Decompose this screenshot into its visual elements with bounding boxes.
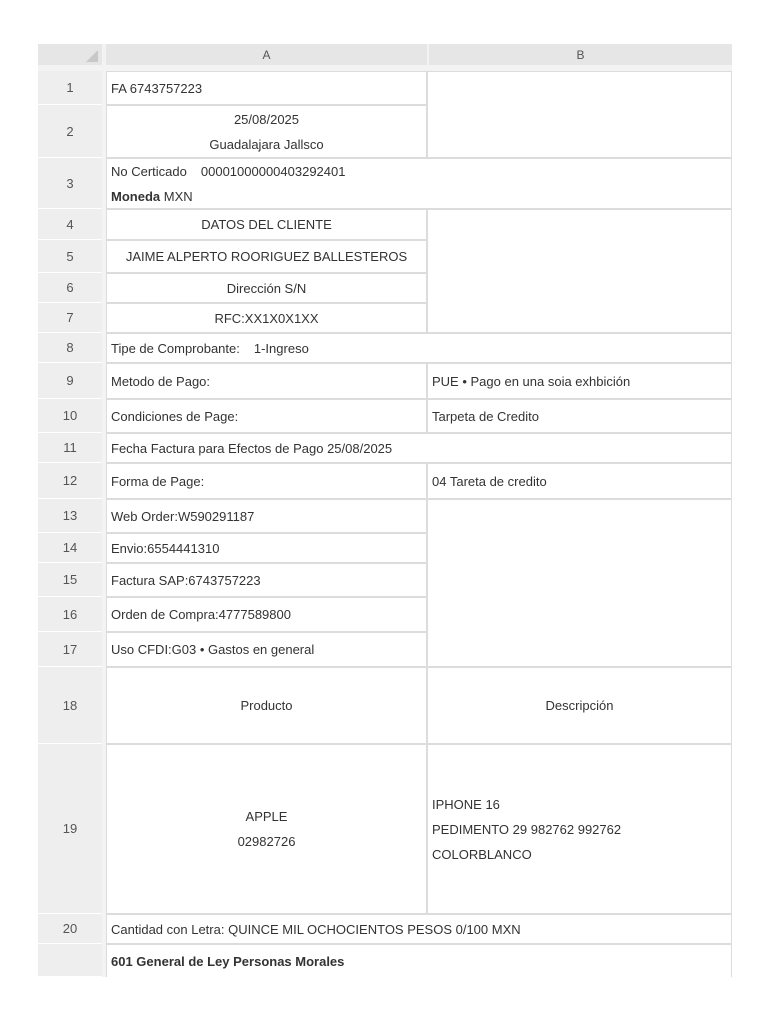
description-color: COLORBLANCO <box>432 846 532 862</box>
cell-a5[interactable]: JAIME ALPERTO ROORIGUEZ BALLESTEROS <box>106 240 427 273</box>
row-header-1[interactable]: 1 <box>38 71 102 105</box>
cell-a20[interactable]: Cantidad con Letra: QUINCE MIL OCHOCIENTOS PESOS 0/100 MXN <box>106 914 732 944</box>
cert-label: No Certicado <box>111 163 187 179</box>
cell-a8[interactable] <box>106 333 732 363</box>
row-header-6[interactable]: 6 <box>38 273 102 303</box>
cell-a10[interactable]: Condiciones de Page: <box>106 399 427 433</box>
cell-a18[interactable]: Producto <box>106 667 427 744</box>
cell-b4-b7[interactable] <box>427 209 732 333</box>
currency-value: MXN <box>163 188 193 204</box>
cell-b18[interactable]: Descripción <box>427 667 732 744</box>
cell-b9[interactable]: PUE • Pago en una soia exhbición <box>427 363 732 399</box>
row-header-5[interactable]: 5 <box>38 240 102 273</box>
comprobante-value: 1-Ingreso <box>253 340 309 356</box>
cell-b13-b17[interactable] <box>427 499 732 667</box>
product-code: 02982726 <box>237 834 296 849</box>
row-header-4[interactable]: 4 <box>38 209 102 240</box>
cell-b10[interactable]: Tarpeta de Credito <box>427 399 732 433</box>
invoice-date: 25/08/2025 <box>233 111 300 127</box>
row-header-8[interactable]: 8 <box>38 333 102 363</box>
cell-a3[interactable] <box>106 158 732 209</box>
row-header-21[interactable] <box>38 944 102 977</box>
cell-a14[interactable]: Envio:6554441310 <box>106 533 427 563</box>
column-header-b[interactable]: B <box>429 44 732 65</box>
row-header-3[interactable]: 3 <box>38 158 102 209</box>
cell-a6[interactable]: Dirección S/N <box>106 273 427 303</box>
cell-b12[interactable]: 04 Tareta de credito <box>427 463 732 499</box>
column-header-a[interactable]: A <box>106 44 427 65</box>
row-header-13[interactable]: 13 <box>38 499 102 533</box>
cell-a21[interactable]: 601 General de Ley Personas Morales <box>106 944 732 977</box>
product-brand: APPLE <box>245 809 288 824</box>
row-header-20[interactable]: 20 <box>38 914 102 944</box>
cell-a12[interactable]: Forma de Page: <box>106 463 427 499</box>
row-header-15[interactable]: 15 <box>38 563 102 597</box>
invoice-place: Guadalajara Jallsco <box>209 136 324 152</box>
spreadsheet <box>38 44 732 977</box>
cell-a17[interactable]: Uso CFDI:G03 • Gastos en general <box>106 632 427 667</box>
cell-a13[interactable]: Web Order:W590291187 <box>106 499 427 533</box>
cell-a16[interactable]: Orden de Compra:4777589800 <box>106 597 427 632</box>
row-header-7[interactable]: 7 <box>38 303 102 333</box>
cell-a19[interactable] <box>106 744 427 914</box>
row-header-16[interactable]: 16 <box>38 597 102 632</box>
cell-a7[interactable]: RFC:XX1X0X1XX <box>106 303 427 333</box>
select-all-corner[interactable] <box>38 44 102 65</box>
comprobante-label: Tipe de Comprobante: <box>111 340 240 356</box>
cell-a2[interactable] <box>106 105 427 158</box>
row-header-11[interactable]: 11 <box>38 433 102 463</box>
cell-a4[interactable]: DATOS DEL CLIENTE <box>106 209 427 240</box>
cell-a11[interactable]: Fecha Factura para Efectos de Pago 25/08/2025 <box>106 433 732 463</box>
row-header-9[interactable]: 9 <box>38 363 102 399</box>
description-pedimento: PEDIMENTO 29 982762 992762 <box>432 821 622 837</box>
cell-a9[interactable]: Metodo de Pago: <box>106 363 427 399</box>
row-header-17[interactable]: 17 <box>38 632 102 667</box>
description-model: IPHONE 16 <box>432 796 500 812</box>
row-header-2[interactable]: 2 <box>38 105 102 158</box>
cell-a1[interactable]: FA 6743757223 <box>106 71 427 105</box>
cell-b1-b2[interactable] <box>427 71 732 158</box>
row-header-14[interactable]: 14 <box>38 533 102 563</box>
row-header-19[interactable]: 19 <box>38 744 102 914</box>
cert-value: 00001000000403292401 <box>200 163 346 179</box>
cell-a15[interactable]: Factura SAP:6743757223 <box>106 563 427 597</box>
cell-b19[interactable] <box>427 744 732 914</box>
corner-triangle-icon <box>86 50 98 62</box>
row-header-18[interactable]: 18 <box>38 667 102 744</box>
row-header-12[interactable]: 12 <box>38 463 102 499</box>
currency-label: Moneda <box>111 188 161 204</box>
row-header-10[interactable]: 10 <box>38 399 102 433</box>
